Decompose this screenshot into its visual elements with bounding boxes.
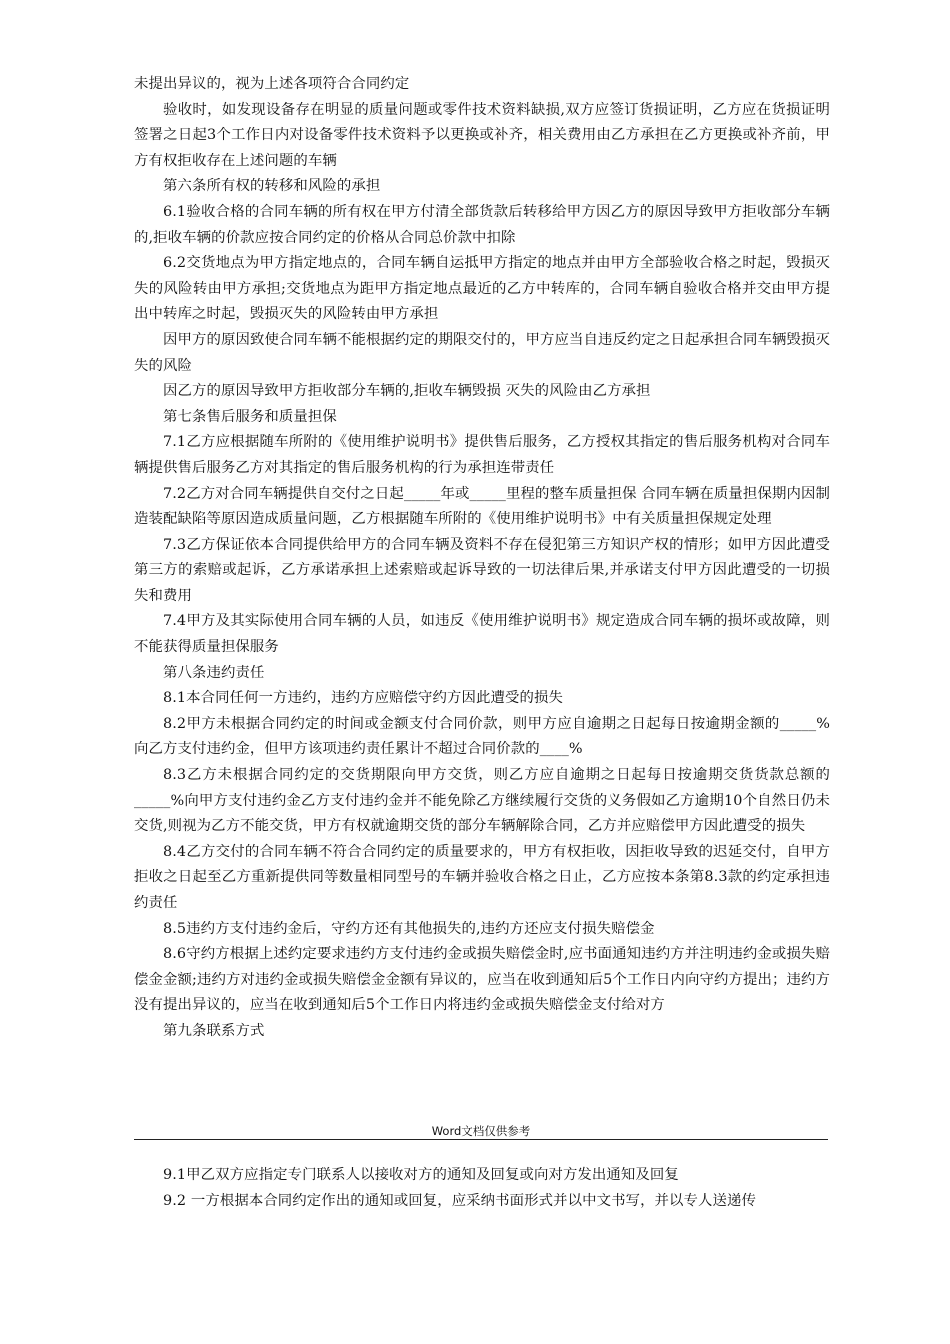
contract-body-section <box>134 72 830 1045</box>
contract-body-continued <box>134 1163 830 1214</box>
paragraph: 7.3乙方保证依本合同提供给甲方的合同车辆及资料不存在侵犯第三方知识产权的情形；如甲方因此遭受第三方的索赔或起诉，乙方承诺承担上述索赔或起诉导致的一切法律后果,并承诺支付甲方因此遭受的一切损失和费用 <box>134 536 830 604</box>
paragraph: 验收时，如发现设备存在明显的质量问题或零件技术资料缺损,双方应签订货损证明，乙方应在货损证明签署之日起3个工作日内对设备零件技术资料予以更换或补齐，相关费用由乙方承担在乙方更换或补齐前，甲方有权拒收存在上述问题的车辆 <box>134 101 830 169</box>
paragraph: 因乙方的原因导致甲方拒收部分车辆的,拒收车辆毁损 灭失的风险由乙方承担 <box>163 383 651 400</box>
section-heading: 第六条所有权的转移和风险的承担 <box>163 178 381 195</box>
paragraph: 7.4甲方及其实际使用合同车辆的人员，如违反《使用维护说明书》规定造成合同车辆的损坏或故障，则不能获得质量担保服务 <box>134 613 830 656</box>
section-heading: 第七条售后服务和质量担保 <box>163 408 337 425</box>
paragraph: 8.6守约方根据上述约定要求违约方支付违约金或损失赔偿金时,应书面通知违约方并注明违约金或损失赔偿金金额;违约方对违约金或损失赔偿金金额有异议的，应当在收到通知后5个工作日内向守约方提出；违约方没有提出异议的，应当在收到通知后5个工作日内将违约金或损失赔偿金支付给对方 <box>134 946 830 1014</box>
paragraph: 8.1本合同任何一方违约，违约方应赔偿守约方因此遭受的损失 <box>163 690 563 707</box>
page-footer: Word文档仅供参考 <box>134 1124 828 1140</box>
paragraph: 8.3乙方未根据合同约定的交货期限向甲方交货，则乙方应自逾期之日起每日按逾期交货货款总额的_____%向甲方支付违约金乙方支付违约金并不能免除乙方继续履行交货的义务假如乙方逾期10个自然日仍未交货,则视为乙方不能交货，甲方有权就逾期交货的部分车辆解除合同，乙方并应赔偿甲方因此遭受的损失 <box>134 767 830 835</box>
section-heading: 第九条联系方式 <box>163 1022 265 1039</box>
paragraph: 因甲方的原因致使合同车辆不能根据约定的期限交付的，甲方应当自违反约定之日起承担合同车辆毁损灭失的风险 <box>134 331 830 374</box>
paragraph: 8.2甲方未根据合同约定的时间或金额支付合同价款，则甲方应自逾期之日起每日按逾期金额的_____%向乙方支付违约金，但甲方该项违约责任累计不超过合同价款的____% <box>134 715 830 758</box>
paragraph: 7.2乙方对合同车辆提供自交付之日起_____年或_____里程的整车质量担保 合同车辆在质量担保期内因制造装配缺陷等原因造成质量问题，乙方根据随车所附的《使用维护说明书》中有关质量担保规定处理 <box>134 485 830 528</box>
paragraph: 7.1乙方应根据随车所附的《使用维护说明书》提供售后服务，乙方授权其指定的售后服务机构对合同车辆提供售后服务乙方对其指定的售后服务机构的行为承担连带责任 <box>134 434 830 476</box>
paragraph: 8.5违约方支付违约金后，守约方还有其他损失的,违约方还应支付损失赔偿金 <box>163 920 655 937</box>
paragraph: 未提出异议的，视为上述各项符合合同约定 <box>134 76 410 92</box>
paragraph: 8.4乙方交付的合同车辆不符合合同约定的质量要求的，甲方有权拒收，因拒收导致的迟延交付，自甲方拒收之日起至乙方重新提供同等数量相同型号的车辆并验收合格之日止，乙方应按本条第8.3款的约定承担违约责任 <box>134 843 830 911</box>
paragraph: 6.2交货地点为甲方指定地点的，合同车辆自运抵甲方指定的地点并由甲方全部验收合格之时起，毁损灭失的风险转由甲方承担;交货地点为距甲方指定地点最近的乙方中转库的，合同车辆自验收合格并交由甲方提出中转库之时起，毁损灭失的风险转由甲方承担 <box>134 255 830 323</box>
section-heading: 第八条违约责任 <box>163 664 265 681</box>
paragraph: 9.2 一方根据本合同约定作出的通知或回复，应采纳书面形式并以中文书写，并以专人送递传 <box>163 1192 756 1209</box>
paragraph: 9.1甲乙双方应指定专门联系人以接收对方的通知及回复或向对方发出通知及回复 <box>163 1167 679 1183</box>
paragraph: 6.1验收合格的合同车辆的所有权在甲方付清全部货款后转移给甲方因乙方的原因导致甲方拒收部分车辆的,拒收车辆的价款应按合同约定的价格从合同总价款中扣除 <box>134 203 830 246</box>
